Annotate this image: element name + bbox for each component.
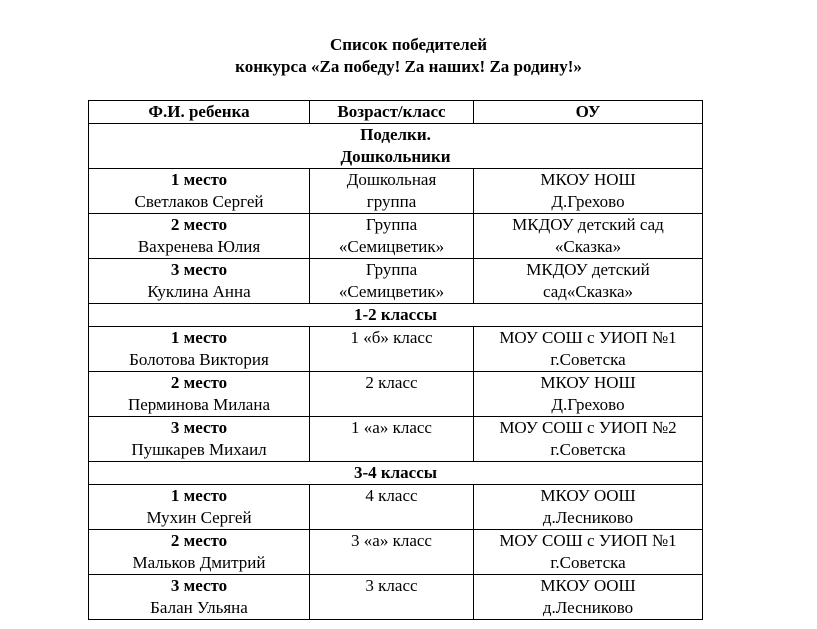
section-row-preschool — [89, 124, 703, 169]
table-row — [89, 327, 703, 372]
table-row — [89, 530, 703, 575]
class-line-1: Дошкольная — [346, 170, 437, 189]
school-cell — [474, 372, 703, 417]
section-title-line-1: 1-2 классы — [353, 305, 438, 324]
class-cell — [310, 485, 474, 530]
table-row — [89, 485, 703, 530]
class-line-1: 1 «б» класс — [350, 328, 433, 347]
table-row — [89, 169, 703, 214]
child-name: Мухин Сергей — [146, 508, 252, 527]
place-label: 3 место — [170, 576, 228, 595]
table-row — [89, 372, 703, 417]
section-title-line-1: 3-4 классы — [353, 463, 438, 482]
table-row — [89, 214, 703, 259]
school-cell — [474, 575, 703, 620]
child-cell — [89, 530, 310, 575]
school-line-1: МКОУ ООШ — [540, 486, 636, 505]
school-line-2: «Сказка» — [554, 237, 622, 256]
child-name: Светлаков Сергей — [134, 192, 264, 211]
class-cell — [310, 214, 474, 259]
child-cell — [89, 417, 310, 462]
table-header-row — [89, 101, 703, 124]
title-line-1: Список победителей — [329, 35, 488, 54]
winners-table — [88, 100, 703, 620]
child-cell — [89, 372, 310, 417]
school-cell — [474, 485, 703, 530]
school-line-1: МОУ СОШ с УИОП №1 — [499, 328, 677, 347]
school-cell — [474, 327, 703, 372]
school-line-1: МКОУ НОШ — [540, 170, 636, 189]
place-label: 2 место — [170, 215, 228, 234]
child-cell — [89, 214, 310, 259]
table-row — [89, 575, 703, 620]
place-label: 1 место — [170, 328, 228, 347]
section-title — [89, 462, 703, 485]
class-cell — [310, 575, 474, 620]
school-cell — [474, 259, 703, 304]
school-line-2: д.Лесниково — [542, 508, 634, 527]
table-row — [89, 259, 703, 304]
class-cell — [310, 169, 474, 214]
school-line-1: МКДОУ детский — [526, 260, 650, 279]
class-cell — [310, 259, 474, 304]
title-line-2: конкурса «Zа победу! Zа наших! Zа родину!» — [235, 57, 582, 76]
child-name: Куклина Анна — [147, 282, 251, 301]
school-line-1: МКОУ НОШ — [540, 373, 636, 392]
section-title — [89, 304, 703, 327]
child-name: Балан Ульяна — [150, 598, 248, 617]
class-line-2: группа — [366, 192, 417, 211]
school-line-2: г.Советска — [550, 553, 626, 572]
class-line-2: «Семицветик» — [338, 237, 445, 256]
class-line-2: «Семицветик» — [338, 282, 445, 301]
school-line-2: г.Советска — [550, 350, 626, 369]
child-name: Мальков Дмитрий — [132, 553, 266, 572]
school-line-2: г.Советска — [550, 440, 626, 459]
section-row-grades-1-2 — [89, 304, 703, 327]
class-line-1: 2 класс — [365, 373, 418, 392]
child-name: Перминова Милана — [127, 395, 270, 414]
child-cell — [89, 485, 310, 530]
header-age-class: Возраст/класс — [310, 101, 474, 124]
header-child-name: Ф.И. ребенка — [89, 101, 310, 124]
child-cell — [89, 575, 310, 620]
section-title-line-1: Поделки. — [360, 125, 431, 144]
table-row — [89, 417, 703, 462]
class-cell — [310, 327, 474, 372]
place-label: 1 место — [170, 170, 228, 189]
class-line-1: 4 класс — [365, 486, 418, 505]
child-name: Болотова Виктория — [129, 350, 269, 369]
place-label: 2 место — [170, 373, 228, 392]
school-cell — [474, 214, 703, 259]
child-cell — [89, 327, 310, 372]
class-line-1: Группа — [365, 260, 418, 279]
school-line-2: Д.Грехово — [551, 192, 625, 211]
class-line-1: Группа — [365, 215, 418, 234]
header-school: ОУ — [474, 101, 703, 124]
school-line-1: МКОУ ООШ — [540, 576, 636, 595]
place-label: 3 место — [170, 260, 228, 279]
school-cell — [474, 530, 703, 575]
section-row-grades-3-4 — [89, 462, 703, 485]
school-cell — [474, 169, 703, 214]
school-line-1: МОУ СОШ с УИОП №2 — [499, 418, 677, 437]
section-title — [89, 124, 703, 169]
class-line-1: 3 «а» класс — [351, 531, 432, 550]
school-line-2: Д.Грехово — [551, 395, 625, 414]
class-line-1: 1 «а» класс — [351, 418, 432, 437]
child-cell — [89, 169, 310, 214]
child-name: Вахренева Юлия — [137, 237, 261, 256]
place-label: 3 место — [170, 418, 228, 437]
document-title — [0, 34, 817, 78]
class-cell — [310, 372, 474, 417]
class-cell — [310, 530, 474, 575]
child-cell — [89, 259, 310, 304]
place-label: 2 место — [170, 531, 228, 550]
class-line-1: 3 класс — [365, 576, 418, 595]
school-line-1: МКДОУ детский сад — [512, 215, 664, 234]
school-line-2: сад«Сказка» — [542, 282, 634, 301]
section-title-line-2: Дошкольники — [340, 147, 451, 166]
school-line-2: д.Лесниково — [542, 598, 634, 617]
child-name: Пушкарев Михаил — [131, 440, 267, 459]
class-cell — [310, 417, 474, 462]
place-label: 1 место — [170, 486, 228, 505]
school-line-1: МОУ СОШ с УИОП №1 — [499, 531, 677, 550]
school-cell — [474, 417, 703, 462]
